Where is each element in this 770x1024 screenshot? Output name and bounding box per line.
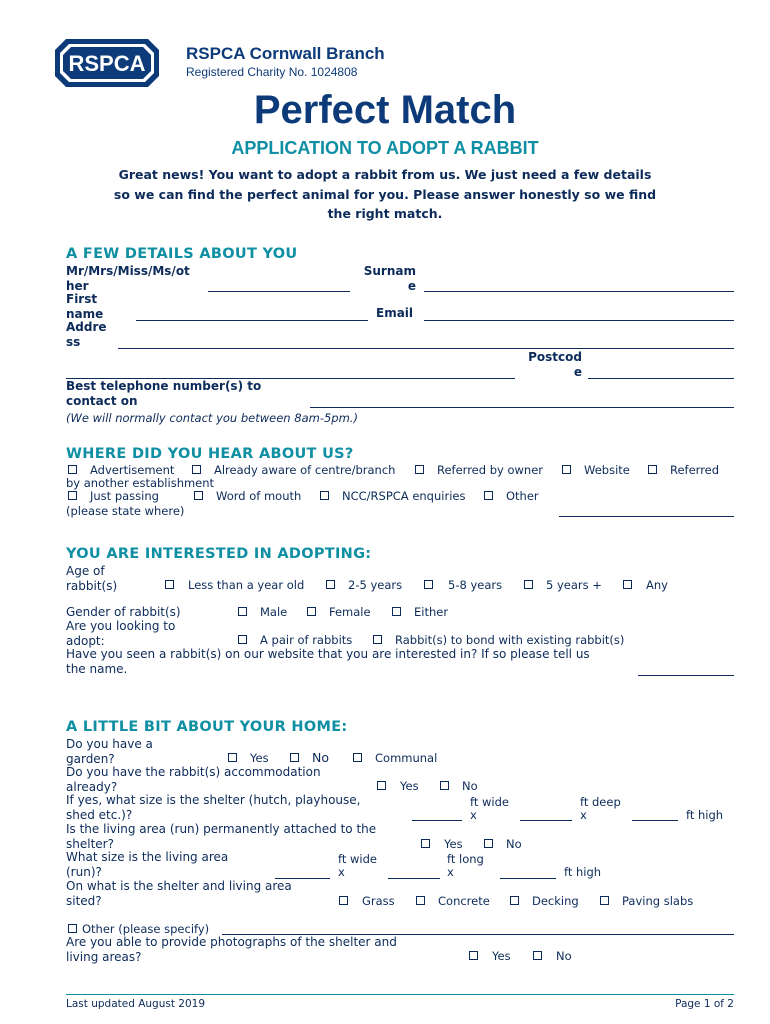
option-garden-no: No	[312, 750, 329, 765]
checkbox-accom-no[interactable]	[440, 781, 449, 790]
state-where-label: (please state where)	[66, 504, 185, 518]
checkbox-word-of-mouth[interactable]	[194, 491, 203, 500]
contact-note: (We will normally contact you between 8am-5pm.)	[66, 411, 358, 425]
checkbox-attached-no[interactable]	[484, 839, 493, 848]
footer-updated: Last updated August 2019	[66, 998, 206, 1010]
logo-text: RSPCA	[68, 51, 146, 76]
checkbox-already-aware[interactable]	[192, 465, 201, 474]
address-label: Addre ss	[66, 320, 107, 349]
option-age-5-8: 5-8 years	[448, 578, 503, 592]
option-accom-yes: Yes	[400, 779, 419, 793]
option-already-aware: Already aware of centre/branch	[214, 463, 396, 477]
checkbox-paving[interactable]	[600, 896, 609, 905]
website-question: Have you seen a rabbit(s) on our website that you are interested in? If so please tell us the name.	[66, 647, 590, 676]
checkbox-photos-no[interactable]	[533, 951, 542, 960]
option-just-passing: Just passing	[90, 489, 159, 503]
living-height-field[interactable]	[500, 878, 556, 879]
branch-name: RSPCA Cornwall Branch	[186, 44, 385, 63]
shelter-ft-high: ft high	[686, 808, 724, 822]
checkbox-concrete[interactable]	[416, 896, 425, 905]
checkbox-referred-establishment[interactable]	[648, 465, 657, 474]
title-field[interactable]	[208, 291, 350, 292]
option-word-of-mouth: Word of mouth	[216, 489, 302, 503]
section-home-heading: A LITTLE BIT ABOUT YOUR HOME:	[66, 719, 348, 735]
page-title: Perfect Match	[253, 88, 517, 132]
option-bond: Rabbit(s) to bond with existing rabbit(s)	[395, 633, 625, 647]
checkbox-garden-communal[interactable]	[353, 753, 362, 762]
surname-label: Surnam e	[363, 264, 416, 293]
footer-divider	[66, 994, 734, 995]
checkbox-other[interactable]	[484, 491, 493, 500]
option-either: Either	[414, 605, 449, 619]
living-ft-high: ft high	[564, 865, 602, 879]
option-sited-other: Other (please specify)	[82, 922, 210, 936]
attached-label: Is the living area (run) permanently attached to the shelter?	[66, 822, 377, 851]
living-ft-long: ft long	[447, 852, 484, 866]
checkbox-grass[interactable]	[339, 896, 348, 905]
photos-label: Are you able to provide photographs of the shelter and living areas?	[66, 935, 397, 964]
checkbox-age-under-1[interactable]	[165, 580, 174, 589]
option-accom-no: No	[462, 779, 478, 793]
charity-number: Registered Charity No. 1024808	[186, 65, 358, 79]
option-paving: Paving slabs	[622, 894, 694, 908]
option-referred-establishment: Referred	[670, 463, 720, 477]
section-details-heading: A FEW DETAILS ABOUT YOU	[66, 246, 298, 262]
first-name-field[interactable]	[136, 320, 368, 321]
section-hear-heading: WHERE DID YOU HEAR ABOUT US?	[66, 446, 354, 462]
first-name-label: First name	[66, 292, 104, 321]
option-grass: Grass	[362, 894, 395, 908]
option-age-2-5: 2-5 years	[348, 578, 403, 592]
checkbox-garden-yes[interactable]	[228, 753, 237, 762]
shelter-depth-field[interactable]	[520, 820, 572, 821]
option-age-any: Any	[646, 578, 668, 592]
checkbox-advertisement[interactable]	[68, 465, 77, 474]
phone-field[interactable]	[310, 407, 734, 408]
living-x-2: x	[447, 865, 454, 879]
option-advertisement: Advertisement	[90, 463, 175, 477]
postcode-field[interactable]	[588, 378, 734, 379]
option-concrete: Concrete	[438, 894, 490, 908]
option-other: Other	[506, 489, 539, 503]
checkbox-age-5-plus[interactable]	[524, 580, 533, 589]
postcode-label: Postcod e	[528, 350, 582, 379]
checkbox-either[interactable]	[392, 607, 401, 616]
section-interest-heading: YOU ARE INTERESTED IN ADOPTING:	[66, 546, 372, 562]
rspca-logo	[54, 38, 160, 88]
age-label: Age of rabbit(s)	[66, 564, 118, 593]
checkbox-pair[interactable]	[238, 635, 247, 644]
option-photos-no: No	[556, 949, 572, 963]
checkbox-photos-yes[interactable]	[469, 951, 478, 960]
checkbox-bond[interactable]	[373, 635, 382, 644]
other-source-field[interactable]	[559, 516, 734, 517]
checkbox-age-2-5[interactable]	[326, 580, 335, 589]
garden-label: Do you have a garden?	[66, 737, 153, 766]
option-garden-communal: Communal	[375, 751, 438, 765]
option-female: Female	[329, 605, 371, 619]
sited-label: On what is the shelter and living area sited?	[66, 879, 292, 908]
option-pair: A pair of rabbits	[260, 633, 353, 647]
living-ft-wide: ft wide	[338, 852, 377, 866]
page-subtitle: APPLICATION TO ADOPT A RABBIT	[231, 138, 539, 158]
option-referred-continued: by another establishment	[66, 476, 215, 490]
checkbox-referred-owner[interactable]	[415, 465, 424, 474]
intro-text: Great news! You want to adopt a rabbit from us. We just need a few details so we can find the perfect animal for you. Please answer honestly so we find the right match.	[113, 167, 657, 221]
rabbit-name-field[interactable]	[638, 675, 734, 676]
shelter-height-field[interactable]	[632, 820, 678, 821]
address-field-line1[interactable]	[118, 348, 734, 349]
option-photos-yes: Yes	[492, 949, 511, 963]
shelter-size-label: If yes, what size is the shelter (hutch, playhouse, shed etc.)?	[66, 793, 361, 822]
adopt-label: Are you looking to adopt:	[66, 619, 176, 648]
email-label: Email	[376, 306, 414, 320]
shelter-x-2: x	[580, 808, 587, 822]
option-decking: Decking	[532, 894, 579, 908]
surname-field[interactable]	[424, 291, 734, 292]
living-size-label: What size is the living area (run)?	[66, 850, 229, 879]
option-referred-owner: Referred by owner	[437, 463, 543, 477]
option-male: Male	[260, 605, 288, 619]
option-attached-no: No	[506, 837, 522, 851]
shelter-x-1: x	[470, 808, 477, 822]
checkbox-website[interactable]	[562, 465, 571, 474]
checkbox-attached-yes[interactable]	[421, 839, 430, 848]
shelter-ft-deep: ft deep	[580, 795, 621, 809]
checkbox-age-5-8[interactable]	[424, 580, 433, 589]
footer-page: Page 1 of 2	[675, 998, 734, 1010]
shelter-width-field[interactable]	[412, 820, 462, 821]
gender-label: Gender of rabbit(s)	[66, 605, 181, 619]
checkbox-garden-no[interactable]	[290, 753, 299, 762]
shelter-ft-wide: ft wide	[470, 795, 509, 809]
title-label: Mr/Mrs/Miss/Ms/ot her	[66, 264, 190, 293]
checkbox-accom-yes[interactable]	[377, 781, 386, 790]
phone-label: Best telephone number(s) to contact on	[66, 379, 262, 408]
email-field[interactable]	[424, 320, 734, 321]
option-age-5-plus: 5 years +	[546, 578, 602, 592]
checkbox-decking[interactable]	[510, 896, 519, 905]
checkbox-female[interactable]	[307, 607, 316, 616]
checkbox-just-passing[interactable]	[68, 491, 77, 500]
checkbox-ncc-enquiries[interactable]	[320, 491, 329, 500]
option-age-under-1: Less than a year old	[188, 578, 305, 592]
option-attached-yes: Yes	[444, 837, 463, 851]
option-ncc-enquiries: NCC/RSPCA enquiries	[342, 489, 466, 503]
checkbox-age-any[interactable]	[623, 580, 632, 589]
living-length-field[interactable]	[388, 878, 440, 879]
checkbox-sited-other[interactable]	[68, 924, 77, 933]
living-x-1: x	[338, 865, 345, 879]
option-website: Website	[584, 463, 630, 477]
option-garden-yes: Yes	[250, 751, 269, 765]
checkbox-male[interactable]	[238, 607, 247, 616]
rspca-logo-shape	[54, 38, 160, 88]
accommodation-label: Do you have the rabbit(s) accommodation already?	[66, 765, 321, 794]
